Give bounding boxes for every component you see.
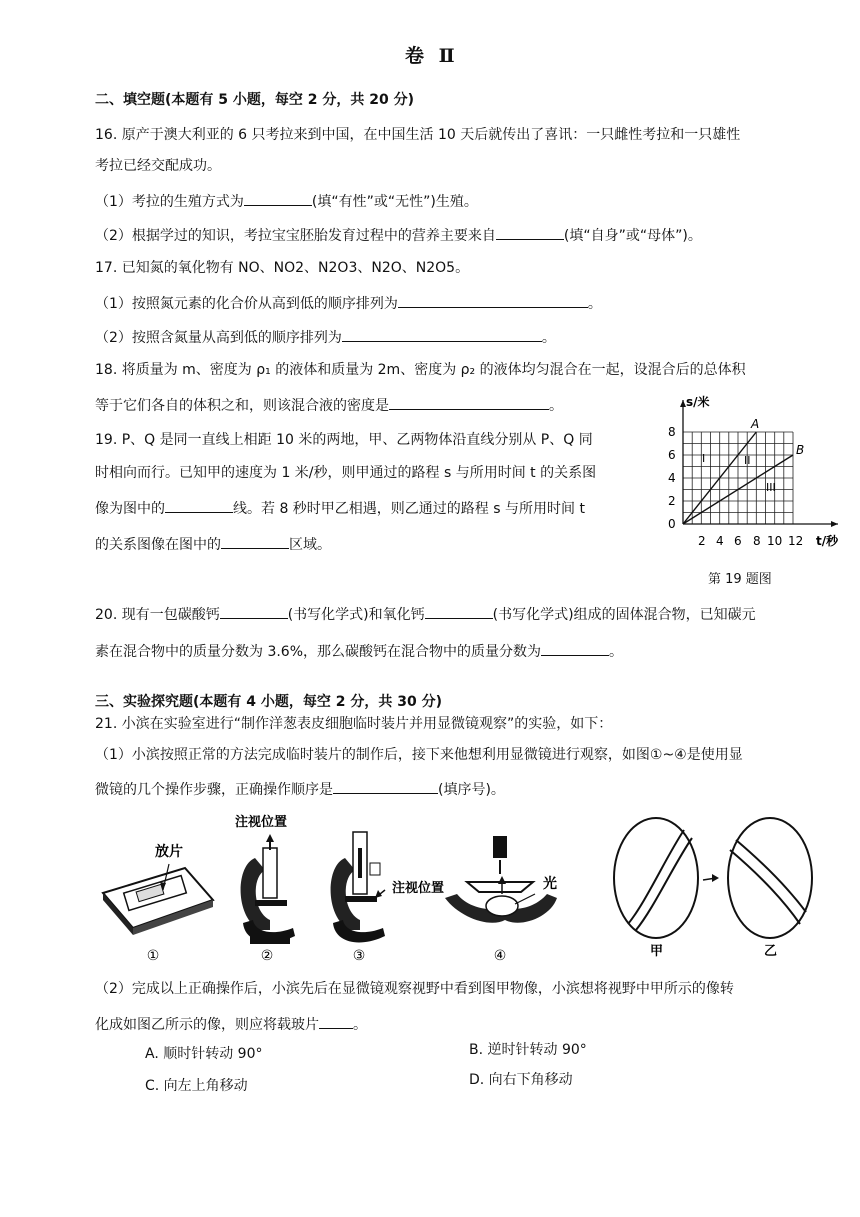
section-heading: 三、实验探究题(本题有 4 小题，每空 2 分，共 30 分) — [95, 694, 443, 710]
q21-part1: 微镜的几个操作步骤，正确操作顺序是 (填序号)。 — [95, 778, 505, 800]
line-B-label: B — [796, 443, 805, 457]
q21-part2: 化成如图乙所示的像，则应将载玻片 。 — [95, 1013, 367, 1035]
option-c[interactable]: C. 向左上角移动 — [145, 1078, 248, 1094]
region-II-label: II — [744, 454, 751, 467]
q19-text: 像为图中的 线。若 8 秒时甲乙相遇，则乙通过的路程 s 与所用时间 t — [95, 497, 585, 519]
answer-blank[interactable] — [319, 1013, 353, 1029]
step1-illustration — [103, 843, 213, 935]
answer-blank[interactable] — [221, 533, 289, 549]
line-A-label: A — [751, 417, 760, 431]
step3-illustration — [331, 832, 444, 942]
x-tick: 4 — [716, 534, 724, 548]
step-number: ③ — [352, 948, 366, 964]
answer-blank[interactable] — [389, 394, 549, 410]
x-axis-arrow — [831, 521, 838, 527]
answer-blank[interactable] — [333, 778, 438, 794]
q17-stem: 17. 已知氮的氧化物有 NO、NO2、N2O3、N2O、N2O5。 — [95, 260, 470, 276]
q16-part1: （1）考拉的生殖方式为 (填“有性”或“无性”)生殖。 — [95, 190, 478, 212]
q16-stem: 考拉已经交配成功。 — [95, 158, 221, 174]
answer-blank[interactable] — [425, 603, 493, 619]
x-tick: 12 — [788, 534, 804, 548]
q19-text: 时相向而行。已知甲的速度为 1 米/秒，则甲通过的路程 s 与所用时间 t 的关系图 — [95, 465, 597, 481]
y-tick: 4 — [668, 471, 676, 485]
figure-21-field-of-view — [606, 812, 826, 962]
q16-stem: 16. 原产于澳大利亚的 6 只考拉来到中国，在中国生活 10 天后就传出了喜讯：一只雌性考拉和一只雄性 — [95, 127, 741, 143]
option-a[interactable]: A. 顺时针转动 90° — [145, 1046, 263, 1062]
q21-part2: （2）完成以上正确操作后，小滨先后在显微镜观察视野中看到图甲物像，小滨想将视野中甲所示的像转 — [95, 981, 734, 997]
q19-text: 19. P、Q 是同一直线上相距 10 米的两地，甲、乙两物体沿直线分别从 P、Q 同 — [95, 432, 593, 448]
x-tick: 6 — [734, 534, 742, 548]
x-tick: 10 — [767, 534, 783, 548]
option-b[interactable]: B. 逆时针转动 90° — [469, 1042, 587, 1058]
arrow-head — [712, 874, 719, 882]
region-I-label: I — [702, 452, 706, 465]
step1-label: 放片 — [155, 844, 183, 860]
view-yi-circle — [728, 818, 812, 938]
step2-label: 注视位置 — [235, 815, 288, 830]
figure-21-microscope-steps — [95, 808, 575, 968]
section-heading: 二、填空题(本题有 5 小题，每空 2 分，共 20 分) — [95, 92, 415, 108]
q20-text: 20. 现有一包碳酸钙 (书写化学式)和氧化钙 (书写化学式)组成的固体混合物，已知碳元 — [95, 603, 756, 625]
y-tick: 0 — [668, 517, 676, 531]
region-III-label: III — [766, 481, 776, 494]
answer-blank[interactable] — [244, 190, 312, 206]
answer-blank[interactable] — [220, 603, 288, 619]
step-number: ④ — [493, 948, 507, 964]
q17-part1: （1）按照氮元素的化合价从高到低的顺序排列为 。 — [95, 292, 602, 314]
q20-text: 素在混合物中的质量分数为 3.6%，那么碳酸钙在混合物中的质量分数为 。 — [95, 640, 623, 662]
figure-19-caption: 第 19 题图 — [708, 572, 772, 587]
answer-blank[interactable] — [541, 640, 609, 656]
q17-part2: （2）按照含氮量从高到低的顺序排列为 。 — [95, 326, 556, 348]
label-jia: 甲 — [650, 944, 664, 959]
q19-text: 的关系图像在图中的 区域。 — [95, 533, 331, 555]
answer-blank[interactable] — [342, 326, 542, 342]
x-tick: 8 — [753, 534, 761, 548]
label-yi: 乙 — [764, 944, 778, 959]
step-number: ② — [260, 948, 274, 964]
option-d[interactable]: D. 向右下角移动 — [469, 1072, 573, 1088]
y-tick: 8 — [668, 425, 676, 439]
figure-19-graph — [658, 392, 848, 552]
step4-illustration — [445, 836, 557, 923]
q18-stem: 18. 将质量为 m、密度为 ρ₁ 的液体和质量为 2m、密度为 ρ₂ 的液体均匀混合在一起，设混合后的总体积 — [95, 362, 746, 378]
y-tick: 2 — [668, 494, 676, 508]
x-axis-label: t/秒 — [816, 534, 839, 548]
y-axis-label: s/米 — [686, 395, 710, 409]
y-tick: 6 — [668, 448, 676, 462]
x-tick: 2 — [698, 534, 706, 548]
answer-blank[interactable] — [496, 224, 564, 240]
step3-label: 注视位置 — [392, 881, 445, 896]
q16-part2: （2）根据学过的知识，考拉宝宝胚胎发育过程中的营养主要来自 (填“自身”或“母体”)。 — [95, 224, 702, 246]
answer-blank[interactable] — [165, 497, 233, 513]
step2-illustration — [235, 814, 295, 944]
q21-stem: 21. 小滨在实验室进行“制作洋葱表皮细胞临时装片并用显微镜观察”的实验，如下： — [95, 716, 613, 732]
step4-label: 光 — [543, 876, 557, 892]
q18-stem: 等于它们各自的体积之和，则该混合液的密度是 。 — [95, 394, 563, 416]
q21-part1: （1）小滨按照正常的方法完成临时装片的制作后，接下来他想利用显微镜进行观察，如图①~④是使用显 — [95, 747, 743, 763]
page-title: 卷 Ⅱ — [405, 45, 459, 67]
graph-grid — [683, 432, 793, 524]
step-number: ① — [146, 948, 160, 964]
answer-blank[interactable] — [398, 292, 588, 308]
